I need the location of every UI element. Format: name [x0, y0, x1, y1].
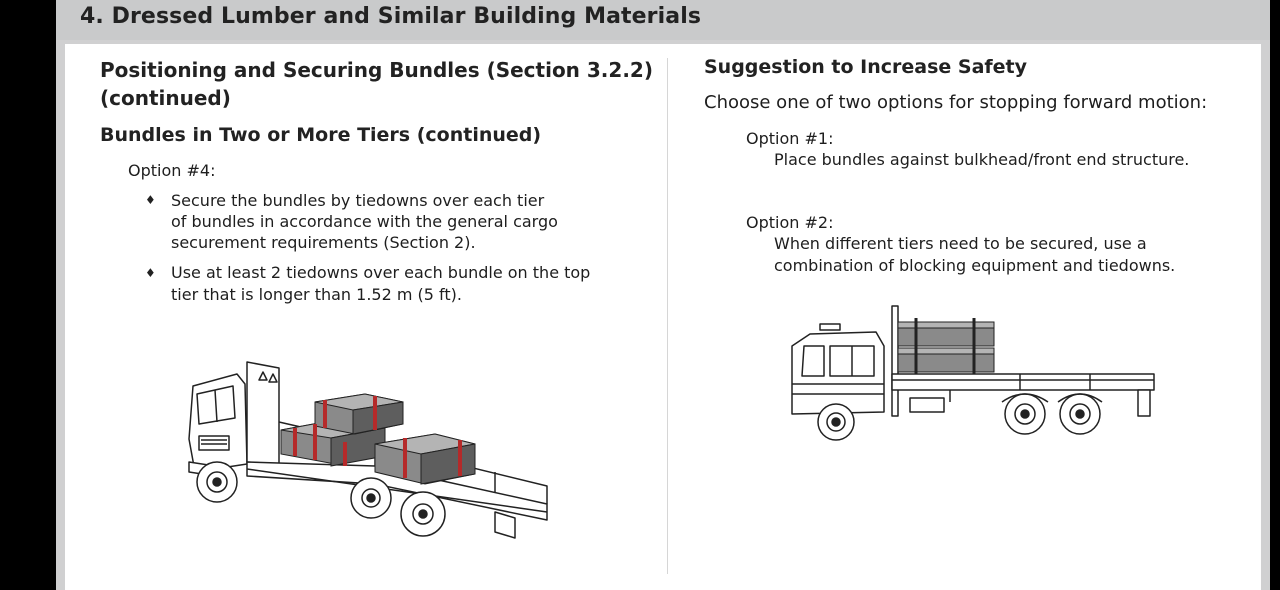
truck-illustration-blocking	[780, 302, 1160, 452]
right-heading: Suggestion to Increase Safety	[704, 56, 1028, 78]
right-intro: Choose one of two options for stopping forward motion:	[704, 92, 1208, 113]
option-1-line1: Place bundles against bulkhead/front end structure.	[774, 150, 1190, 169]
bullet-1-line2: of bundles in accordance with the general cargo	[171, 212, 558, 231]
option-4-label: Option #4:	[128, 161, 216, 180]
left-heading-line2: (continued)	[100, 86, 231, 110]
bullet-glyph-1: ♦	[145, 193, 156, 207]
bullet-2-line1: Use at least 2 tiedowns over each bundle on the top	[171, 263, 591, 282]
bullet-1-line1: Secure the bundles by tiedowns over each tier	[171, 191, 545, 210]
bullet-2-line2: tier that is longer than 1.52 m (5 ft).	[171, 285, 462, 304]
left-heading-line1: Positioning and Securing Bundles (Section 3.2.2)	[100, 58, 653, 82]
page-title: 4. Dressed Lumber and Similar Building Materials	[80, 4, 702, 29]
left-subheading: Bundles in Two or More Tiers (continued)	[100, 124, 542, 146]
option-2-line2: combination of blocking equipment and tiedowns.	[774, 256, 1176, 275]
option-2-label: Option #2:	[746, 213, 834, 232]
content-panel	[65, 44, 1261, 590]
page-header	[56, 0, 1270, 40]
column-divider	[667, 58, 668, 574]
option-1-label: Option #1:	[746, 129, 834, 148]
truck-illustration-tiedowns	[175, 344, 565, 554]
left-black-bar	[0, 0, 56, 590]
bullet-1-line3: securement requirements (Section 2).	[171, 233, 476, 252]
document-page	[56, 0, 1270, 590]
option-2-line1: When different tiers need to be secured, use a	[774, 234, 1147, 253]
bullet-glyph-2: ♦	[145, 266, 156, 280]
right-black-bar	[1270, 0, 1280, 590]
